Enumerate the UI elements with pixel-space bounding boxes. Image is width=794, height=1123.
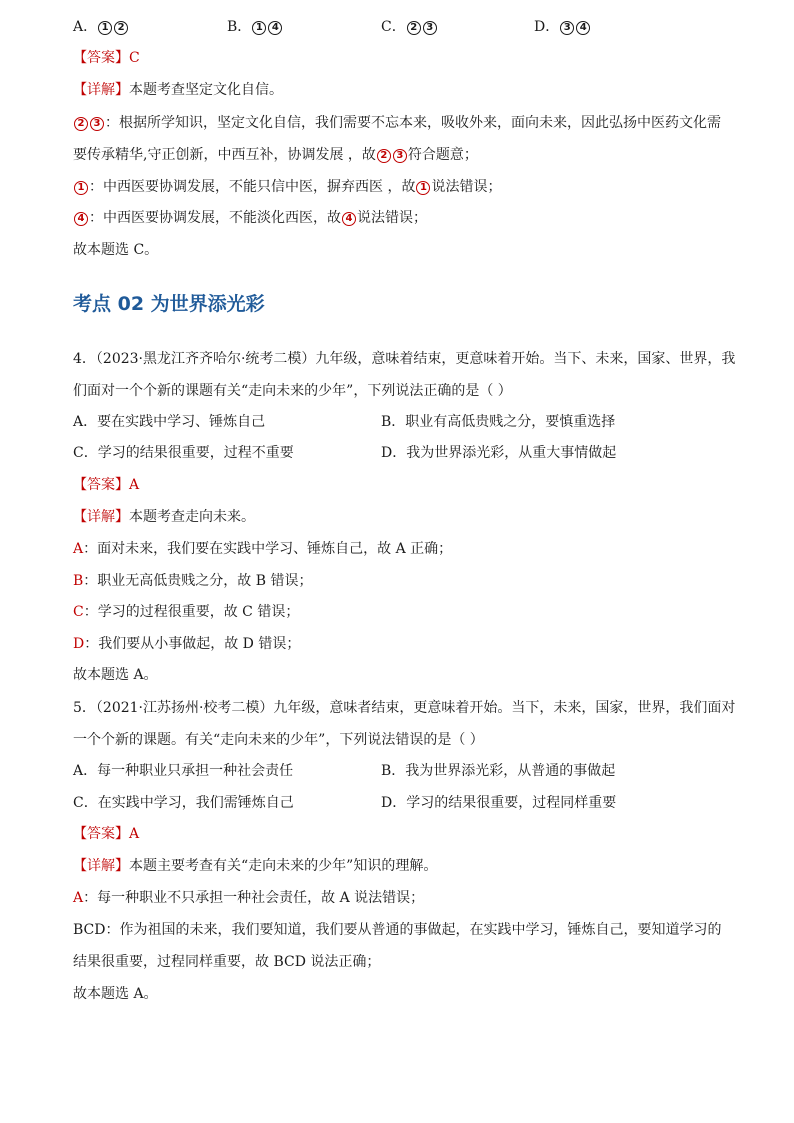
circled-number: 3 (560, 21, 574, 35)
circled-number: 2 (74, 117, 88, 131)
stem-text: 5．（2021·江苏扬州·校考二模）九年级，意味者结束，更意味着开始。当下，未来，国家，世界，我们面对 (73, 700, 736, 716)
circled-number: 1 (416, 181, 430, 195)
q3-explain-line-3 (73, 177, 501, 197)
q4-explain-d (73, 634, 300, 654)
q4-detail (73, 507, 255, 527)
q3-answer (73, 48, 140, 68)
option-letter: C． (381, 19, 406, 35)
q3-option-d (534, 17, 591, 37)
q4-stem-line-2 (73, 381, 512, 401)
q5-stem-line-1 (73, 698, 735, 718)
explain-text: ：中西医要协调发展，不能只信中医，摒弃西医 ，故 (89, 179, 416, 195)
section-title: 考点 02 为世界添光彩 (73, 293, 265, 315)
q5-stem-line-2 (73, 730, 484, 750)
explain-text: ：根据所学知识，坚定文化自信，我们需要不忘本来，吸收外来，面向未来，因此弘扬中医药文化需 (105, 115, 721, 131)
q4-option-c: C．学习的结果很重要，过程不重要 (73, 445, 294, 461)
circled-number: 2 (377, 149, 391, 163)
q5-explain-bcd-line-1 (73, 920, 721, 940)
detail-text: 本题考查走向未来。 (129, 509, 255, 525)
explain-text: 符合题意； (407, 147, 478, 163)
q3-explain-line-4 (73, 208, 427, 228)
stem-text: 4．（2023·黑龙江齐齐哈尔·统考二模）九年级，意味着结束，更意味着开始。当下、未来，国家、世界，我 (73, 351, 736, 367)
circled-number: 3 (393, 149, 407, 163)
option-letter: B． (227, 19, 252, 35)
option-label: A (73, 541, 84, 557)
circled-number: 4 (268, 21, 282, 35)
option-label: C (73, 604, 84, 620)
q5-explain-a (73, 888, 424, 908)
explain-text: ：学习的过程很重要，故 C 错误； (83, 604, 300, 620)
detail-tag: 【详解】 (73, 82, 129, 98)
q5-option-d: D．学习的结果很重要，过程同样重要 (381, 795, 617, 811)
explain-text: 要传承精华,守正创新，中西互补，协调发展 ，故 (73, 147, 376, 163)
circled-number: 4 (576, 21, 590, 35)
explain-text: ：每一种职业不只承担一种社会责任，故 A 说法错误； (83, 890, 425, 906)
q3-option-b (227, 17, 283, 37)
circled-number: 1 (98, 21, 112, 35)
explain-text: ：我们要从小事做起，故 D 错误； (84, 636, 301, 652)
conclusion-text: 故本题选 A。 (73, 667, 158, 683)
q5-explain-bcd-line-2 (73, 952, 380, 972)
q5-option-b: B．我为世界添光彩，从普通的事做起 (381, 763, 616, 779)
q3-conclusion (73, 240, 158, 260)
detail-text: 本题主要考查有关“走向未来的少年”知识的理解。 (129, 858, 438, 874)
q4-conclusion (73, 665, 158, 685)
circled-number: 3 (423, 21, 437, 35)
option-label: A (73, 890, 84, 906)
q3-option-a (73, 17, 129, 37)
stem-text: 一个个新的课题。有关“走向未来的少年”，下列说法错误的是（ ） (73, 732, 484, 748)
circled-number: 2 (407, 21, 421, 35)
q4-explain-a (73, 539, 452, 559)
q3-detail (73, 80, 283, 100)
option-letter: D． (534, 19, 560, 35)
explain-text: ：面对未来，我们要在实践中学习、锤炼自己，故 A 正确； (83, 541, 453, 557)
q4-option-d: D．我为世界添光彩，从重大事情做起 (381, 445, 617, 461)
detail-tag: 【详解】 (73, 509, 129, 525)
explain-text: ：职业无高低贵贱之分，故 B 错误； (83, 573, 313, 589)
explain-text: ：中西医要协调发展，不能淡化西医，故 (89, 210, 341, 226)
explain-text: 说法错误； (431, 179, 502, 195)
q4-option-b: B．职业有高低贵贱之分，要慎重选择 (381, 414, 616, 430)
detail-tag: 【详解】 (73, 858, 129, 874)
q5-detail (73, 856, 437, 876)
q5-option-a: A．每一种职业只承担一种社会责任 (73, 763, 294, 779)
answer-value: A (129, 826, 140, 842)
option-letter: A． (73, 19, 98, 35)
stem-text: 们面对一个个新的课题有关“走向未来的少年”，下列说法正确的是（ ） (73, 383, 512, 399)
q4-option-a: A．要在实践中学习、锤炼自己 (73, 414, 266, 430)
q5-conclusion (73, 984, 158, 1004)
circled-number: 1 (74, 181, 88, 195)
option-label: BCD (73, 922, 106, 938)
circled-number: 4 (342, 212, 356, 226)
q4-answer (73, 475, 139, 495)
explain-text: 结果很重要，过程同样重要，故 BCD 说法正确； (73, 954, 381, 970)
option-label: B (73, 573, 84, 589)
conclusion-text: 故本题选 C。 (73, 242, 159, 258)
q3-explain-line-2 (73, 145, 478, 165)
q5-option-c: C．在实践中学习，我们需锤炼自己 (73, 795, 294, 811)
circled-number: 2 (114, 21, 128, 35)
answer-value: A (129, 477, 140, 493)
q3-option-c (381, 17, 438, 37)
q4-explain-c (73, 602, 299, 622)
q4-stem-line-1 (73, 349, 735, 369)
explain-text: ：作为祖国的未来，我们要知道，我们要从普通的事做起，在实践中学习，锤炼自己，要知道学习的 (105, 922, 722, 938)
q3-explain-line-1 (73, 113, 721, 133)
option-label: D (73, 636, 85, 652)
answer-tag: 【答案】 (73, 50, 129, 66)
q5-answer (73, 824, 139, 844)
answer-value: C (129, 50, 140, 66)
explain-text: 说法错误； (357, 210, 427, 226)
detail-text: 本题考查坚定文化自信。 (129, 82, 283, 98)
circled-number: 1 (252, 21, 266, 35)
circled-number: 4 (74, 212, 88, 226)
circled-number: 3 (90, 117, 104, 131)
answer-tag: 【答案】 (73, 826, 129, 842)
answer-tag: 【答案】 (73, 477, 129, 493)
conclusion-text: 故本题选 A。 (73, 986, 158, 1002)
q4-explain-b (73, 571, 313, 591)
